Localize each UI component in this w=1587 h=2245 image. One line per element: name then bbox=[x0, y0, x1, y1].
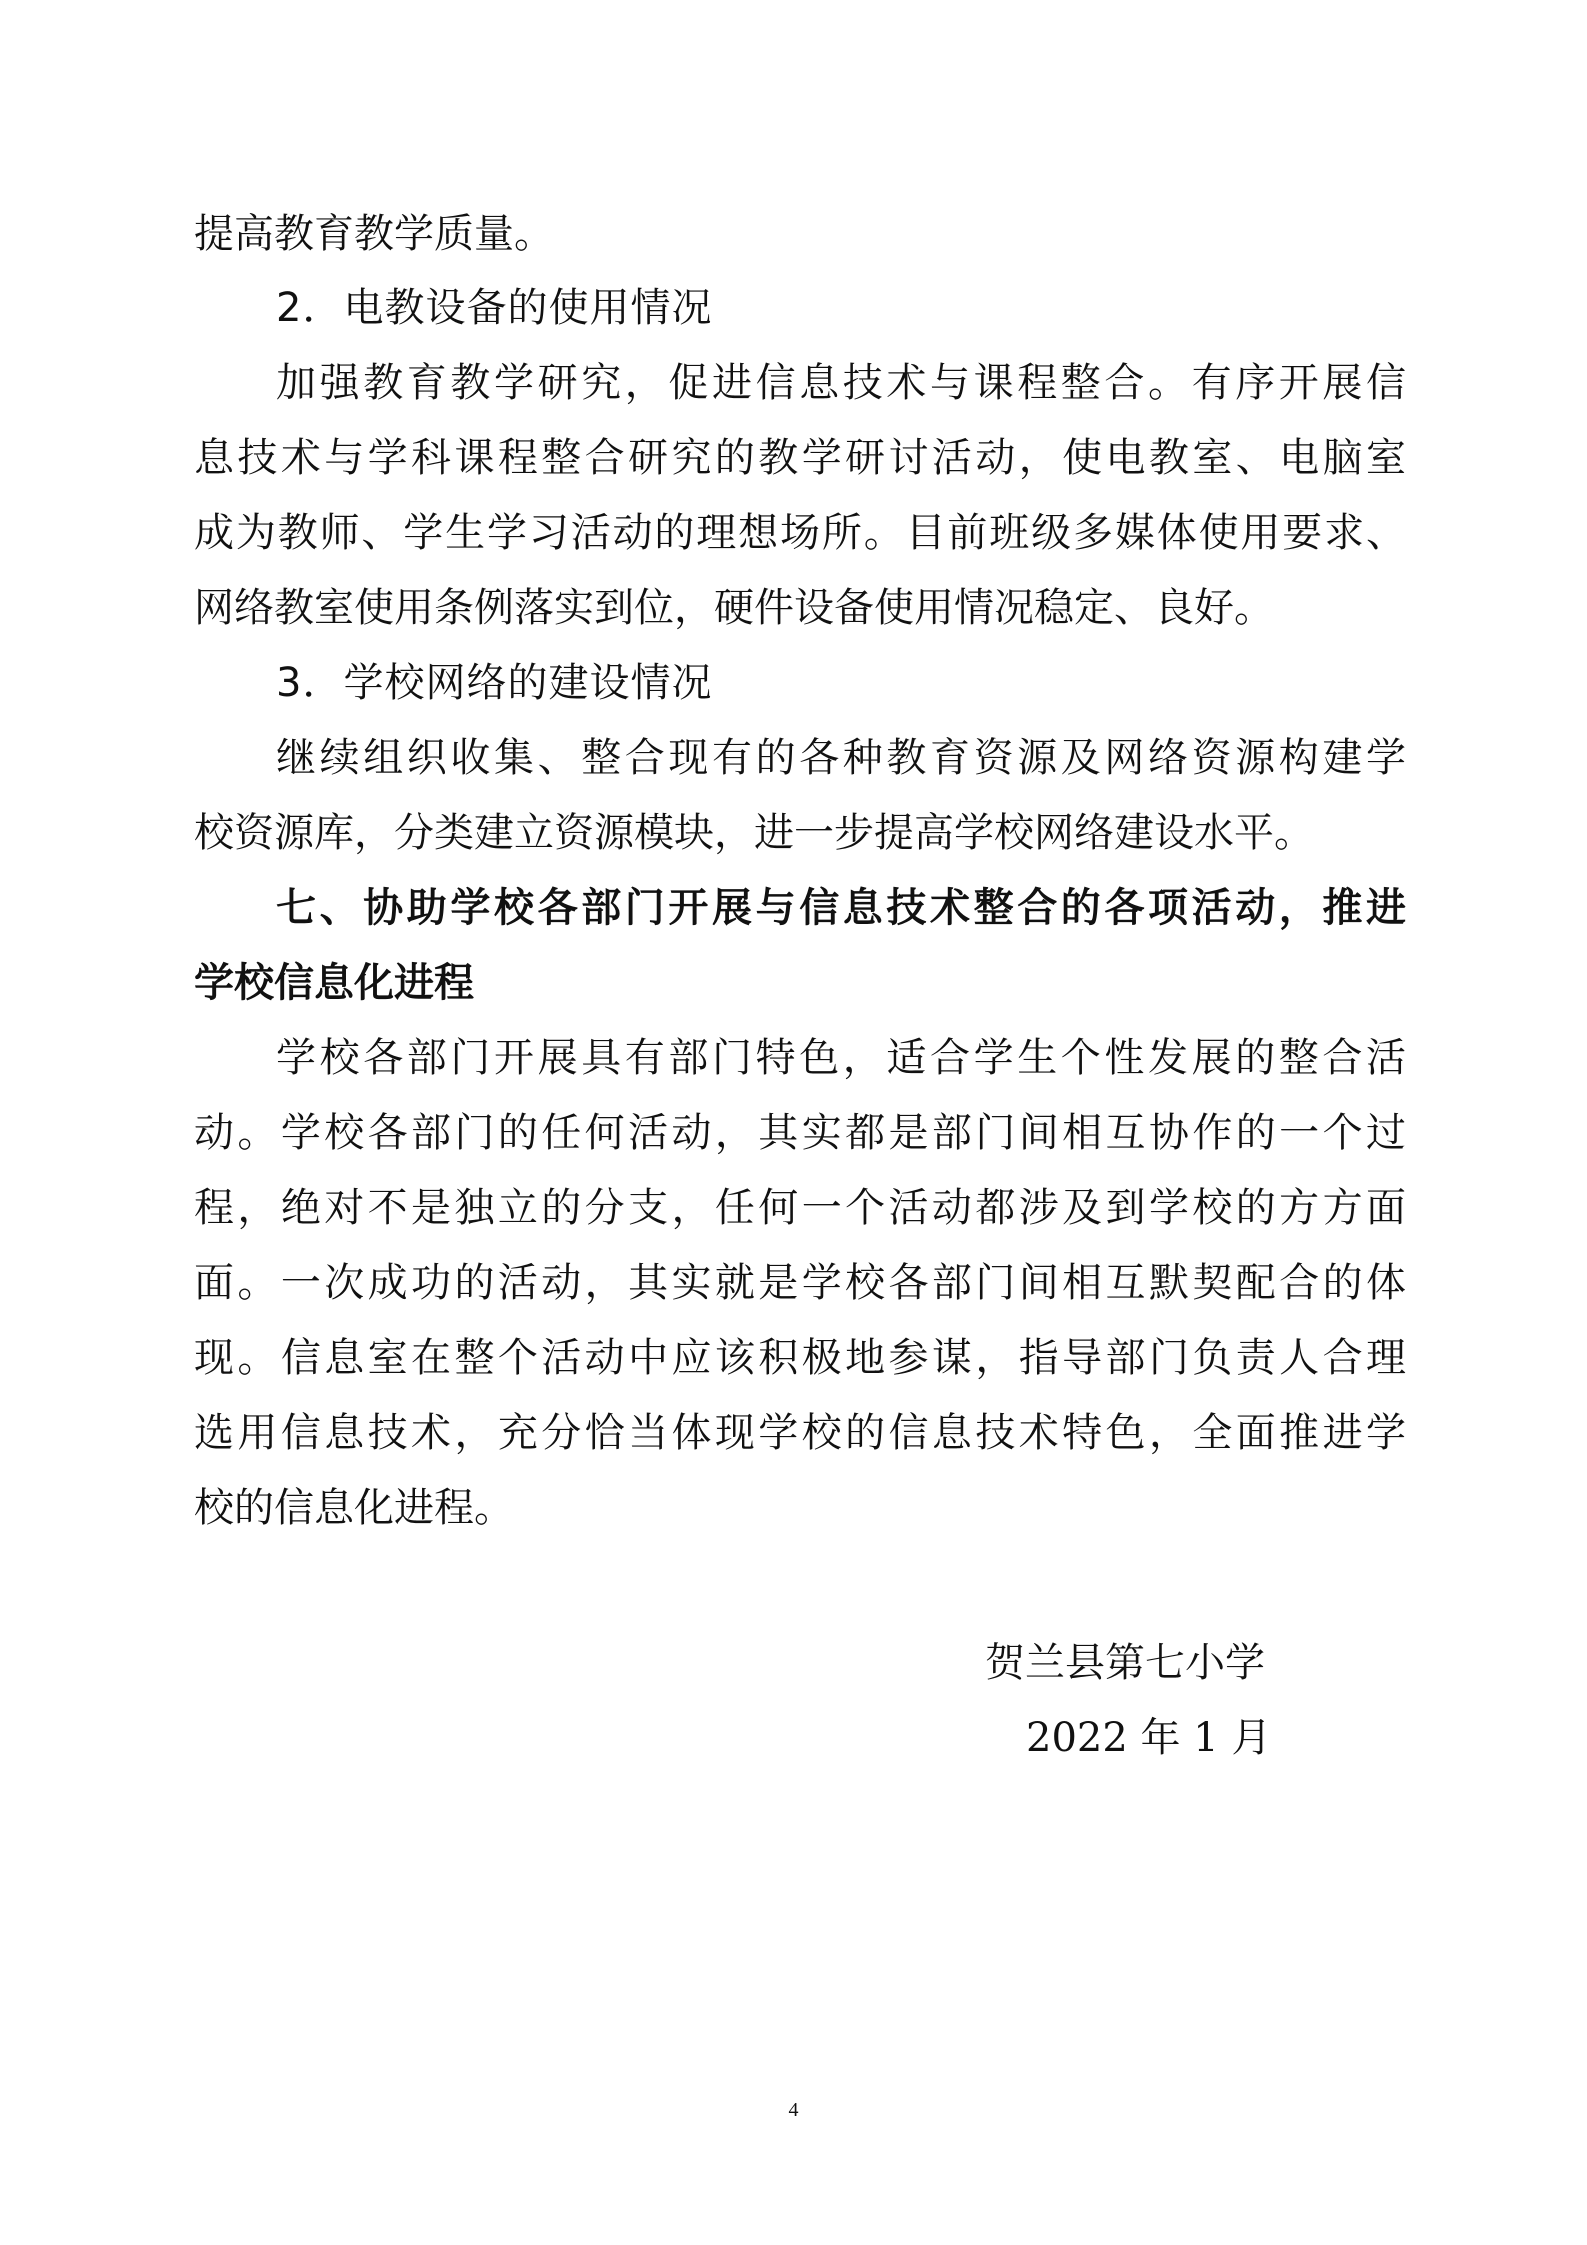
section-heading-seven: 七、协助学校各部门开展与信息技术整合的各项活动，推进 bbox=[276, 885, 1406, 931]
page-number: 4 bbox=[788, 2099, 799, 2121]
paragraph-line: 继续组织收集、整合现有的各种教育资源及网络资源构建学 bbox=[276, 735, 1406, 781]
paragraph-line: 加强教育教学研究，促进信息技术与课程整合。有序开展信 bbox=[276, 360, 1406, 406]
section-heading-seven-continued: 学校信息化进程 bbox=[194, 960, 474, 1006]
paragraph-line: 现。信息室在整个活动中应该积极地参谋，指导部门负责人合理 bbox=[194, 1335, 1406, 1381]
subsection-heading-network-construction: 3．学校网络的建设情况 bbox=[276, 660, 713, 706]
subsection-heading-equipment-usage: 2．电教设备的使用情况 bbox=[276, 285, 713, 331]
paragraph-line: 面。一次成功的活动，其实就是学校各部门间相互默契配合的体 bbox=[194, 1260, 1406, 1306]
paragraph-line: 息技术与学科课程整合研究的教学研讨活动，使电教室、电脑室 bbox=[194, 435, 1406, 481]
paragraph-line: 程，绝对不是独立的分支，任何一个活动都涉及到学校的方方面 bbox=[194, 1185, 1406, 1231]
paragraph-line: 校的信息化进程。 bbox=[194, 1485, 514, 1531]
signature-organization: 贺兰县第七小学 bbox=[985, 1640, 1265, 1686]
paragraph-line: 学校各部门开展具有部门特色，适合学生个性发展的整合活 bbox=[276, 1035, 1406, 1081]
paragraph-line: 提高教育教学质量。 bbox=[194, 211, 554, 257]
paragraph-line: 选用信息技术，充分恰当体现学校的信息技术特色，全面推进学 bbox=[194, 1410, 1406, 1456]
paragraph-line: 成为教师、学生学习活动的理想场所。目前班级多媒体使用要求、 bbox=[194, 510, 1406, 556]
paragraph-line: 校资源库，分类建立资源模块，进一步提高学校网络建设水平。 bbox=[194, 810, 1314, 856]
paragraph-line: 网络教室使用条例落实到位，硬件设备使用情况稳定、良好。 bbox=[194, 585, 1274, 631]
signature-date: 2022 年 1 月 bbox=[1026, 1715, 1272, 1761]
paragraph-line: 动。学校各部门的任何活动，其实都是部门间相互协作的一个过 bbox=[194, 1110, 1406, 1156]
